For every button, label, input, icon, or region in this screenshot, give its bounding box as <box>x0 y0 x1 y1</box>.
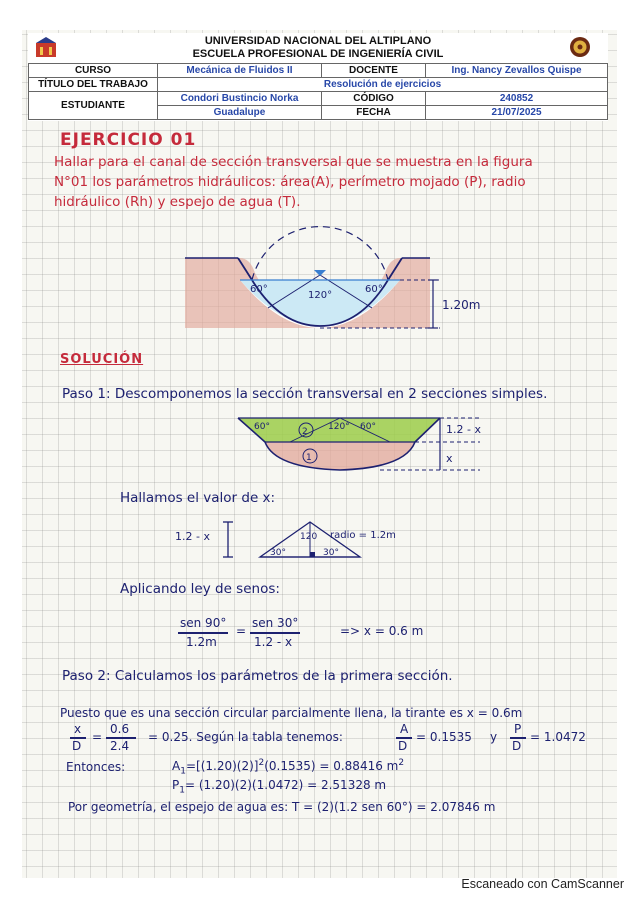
exercise-heading: EJERCICIO 01 <box>60 130 197 150</box>
p1-subscript: 1 <box>179 785 185 796</box>
y-word: y <box>490 730 498 744</box>
paso2-text: Paso 2: Calculamos los parámetros de la primera sección. <box>62 668 453 684</box>
p-value: = 1.0472 <box>530 730 586 744</box>
eq-den-1: 1.2m <box>186 635 217 649</box>
fig3-angle-top: 120 <box>300 532 318 542</box>
a1-line <box>172 758 404 776</box>
fig2-label-1: 1 <box>306 453 312 463</box>
eq-equals: = <box>236 624 247 638</box>
titulo-value: Resolución de ejercicios <box>158 78 608 92</box>
p1-line <box>172 778 386 795</box>
fig3-angle-right: 30° <box>323 548 339 558</box>
fig1-angle-right: 60° <box>365 284 383 295</box>
university-name: UNIVERSIDAD NACIONAL DEL ALTIPLANO <box>204 35 432 47</box>
ratio-den: 2.4 <box>110 739 130 753</box>
header-table <box>28 63 608 120</box>
a1-unit-exponent: 2 <box>398 758 405 768</box>
a1-square: 2 <box>258 758 265 768</box>
ratio-d: D <box>72 739 82 753</box>
codigo-value: 240852 <box>426 92 608 106</box>
curso-label: CURSO <box>29 64 158 78</box>
a1-symbol: A <box>172 759 181 773</box>
a-num: A <box>400 722 409 736</box>
p1-symbol: P <box>172 778 180 792</box>
estudiante-value-1: Condori Bustincio Norka <box>158 92 322 106</box>
fig1-angle-left: 60° <box>250 284 268 295</box>
ratio-x: x <box>74 722 82 736</box>
statement-line-3: hidráulico (Rh) y espejo de agua (T). <box>54 194 301 210</box>
ratio-num: 0.6 <box>110 722 130 736</box>
estudiante-label: ESTUDIANTE <box>29 92 158 120</box>
eq-den-2: 1.2 - x <box>254 635 293 649</box>
fig2-angle-center: 120° <box>328 422 350 432</box>
figure-channel-section <box>180 218 500 338</box>
fig2-angle-left: 60° <box>254 422 270 432</box>
a-den: D <box>398 739 408 753</box>
a-value: = 0.1535 <box>416 730 472 744</box>
entonces-text: Entonces: <box>66 760 126 774</box>
paso1-text: Paso 1: Descomponemos la sección transversal en 2 secciones simples. <box>62 386 548 402</box>
figure-decomposition <box>230 410 520 478</box>
fig2-label-2: 2 <box>302 427 308 437</box>
ratio-equals: = <box>92 730 103 744</box>
eq-fraction-bar-2 <box>250 632 300 634</box>
estudiante-value-2: Guadalupe <box>158 106 322 120</box>
fecha-value: 21/07/2025 <box>426 106 608 120</box>
document-header <box>28 33 608 121</box>
p1-expression: = (1.20)(2)(1.0472) = 2.51328 m <box>184 778 387 792</box>
statement-line-1: Hallar para el canal de sección transversal que se muestra en la figura <box>54 154 533 170</box>
fig3-radio: radio = 1.2m <box>330 530 396 541</box>
solution-title: SOLUCIÓN <box>60 352 144 367</box>
fig1-depth-label: 1.20m <box>442 298 481 312</box>
water-level-icon <box>314 270 326 276</box>
eq-num-2: sen 30° <box>252 616 299 630</box>
a1-subscript: 1 <box>180 766 186 777</box>
fig3-left-label: 1.2 - x <box>175 530 210 543</box>
school-name: ESCUELA PROFESIONAL DE INGENIERÍA CIVIL <box>192 48 444 60</box>
p-num: P <box>514 722 522 736</box>
fig3-angle-left: 30° <box>270 548 286 558</box>
hallamos-text: Hallamos el valor de x: <box>120 490 276 506</box>
university-logo-icon <box>34 35 58 59</box>
docente-label: DOCENTE <box>322 64 426 78</box>
a1-expression: =[(1.20)(2)] <box>185 759 259 773</box>
statement-line-2: N°01 los parámetros hidráulicos: área(A), perímetro mojado (P), radio <box>54 174 526 190</box>
docente-value: Ing. Nancy Zevallos Quispe <box>426 64 608 78</box>
ratio-text: = 0.25. Según la tabla tenemos: <box>148 730 343 744</box>
geometria-line: Por geometría, el espejo de agua es: T = (2)(1.2 sen 60°) = 2.07846 m <box>68 800 496 814</box>
a1-result: (0.1535) = 0.88416 m <box>264 759 399 773</box>
fig1-angle-center: 120° <box>308 290 333 301</box>
section-1-fill <box>265 442 415 470</box>
puesto-line: Puesto que es una sección circular parcialmente llena, la tirante es x = 0.6m <box>60 706 523 720</box>
eq-fraction-bar-1 <box>178 632 228 634</box>
fecha-label: FECHA <box>322 106 426 120</box>
fig2-dim-bottom: x <box>446 452 453 465</box>
fig2-dim-top: 1.2 - x <box>446 423 481 436</box>
figure-triangle <box>170 512 430 562</box>
codigo-label: CÓDIGO <box>322 92 426 106</box>
scanner-footer: Escaneado con CamScanner <box>461 877 624 891</box>
curso-value: Mecánica de Fluidos II <box>158 64 322 78</box>
p-den: D <box>512 739 522 753</box>
eq-result: => x = 0.6 m <box>340 624 424 638</box>
eq-num-1: sen 90° <box>180 616 227 630</box>
fig2-angle-right: 60° <box>360 422 376 432</box>
aplicando-text: Aplicando ley de senos: <box>120 581 280 597</box>
titulo-label: TÍTULO DEL TRABAJO <box>29 78 158 92</box>
civil-engineering-logo-icon <box>568 35 592 59</box>
